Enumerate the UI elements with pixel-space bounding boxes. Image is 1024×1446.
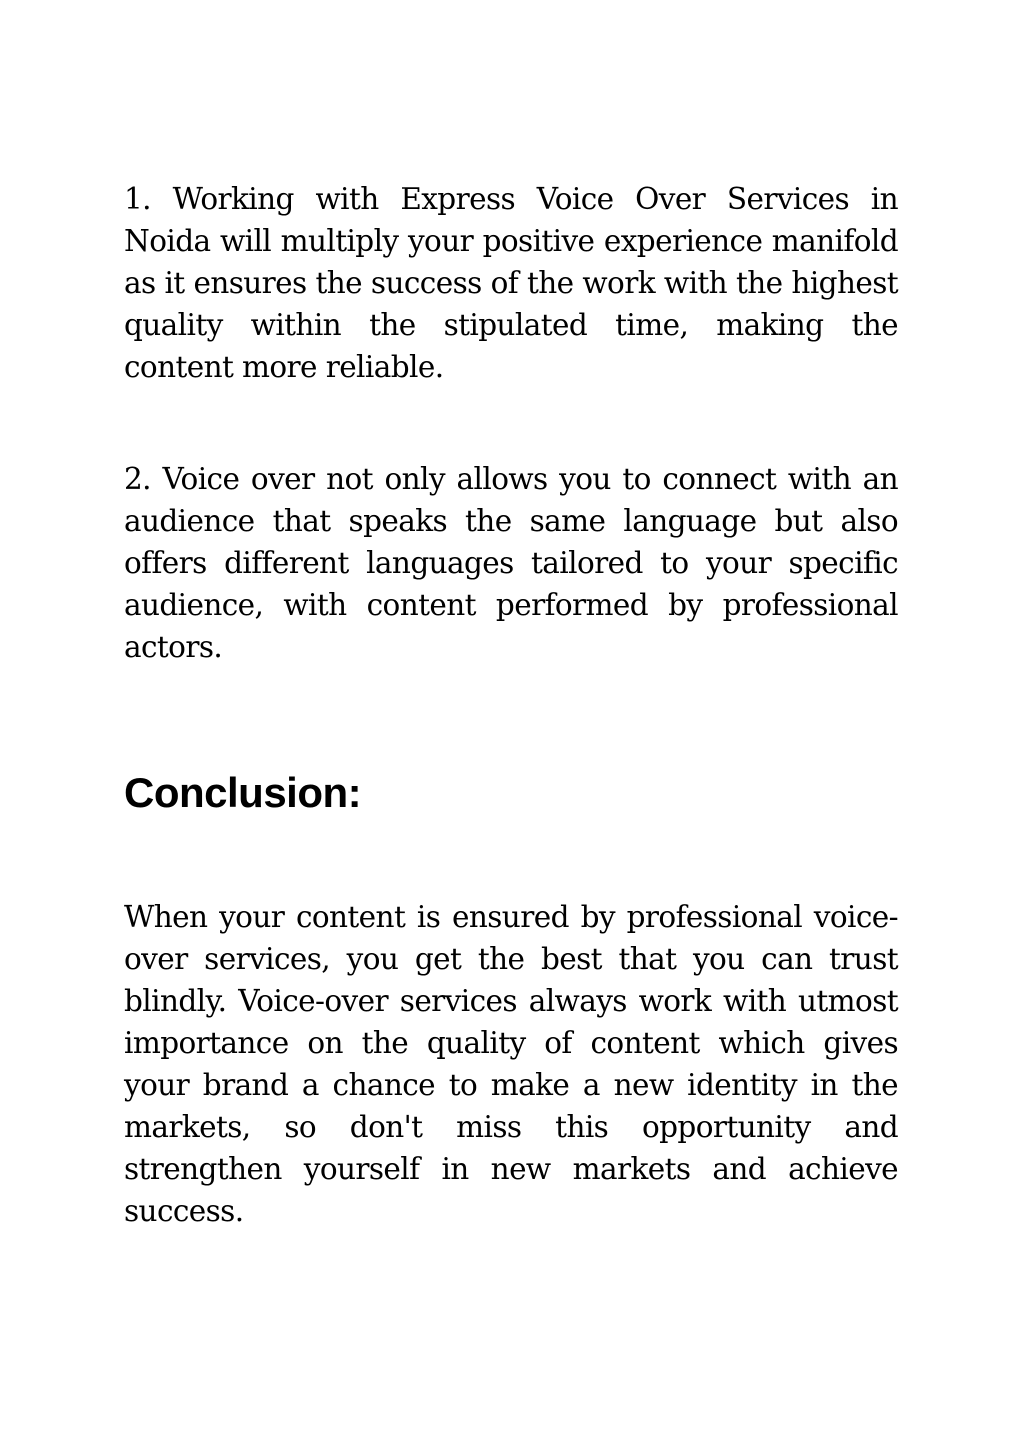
point-2-paragraph: 2. Voice over not only allows you to connect with an audience that speaks the same language but also offers different languages tailored to your specific audience, with content performed by professional actors. (124, 462, 898, 664)
conclusion-heading: Conclusion: (124, 769, 362, 816)
conclusion-paragraph: When your content is ensured by professional voice-over services, you get the best that you can trust blindly. Voice-over services always work with utmost importance on the quality of content which gives your brand a chance to make a new identity in the markets, so don't miss this opportunity and strengthen yourself in new markets and achieve success. (124, 900, 898, 1228)
point-1-paragraph: 1. Working with Express Voice Over Services in Noida will multiply your positive experience manifold as it ensures the success of the work with the highest quality within the stipulated time, making the content more reliable. (124, 182, 898, 384)
document-page (124, 178, 898, 1232)
